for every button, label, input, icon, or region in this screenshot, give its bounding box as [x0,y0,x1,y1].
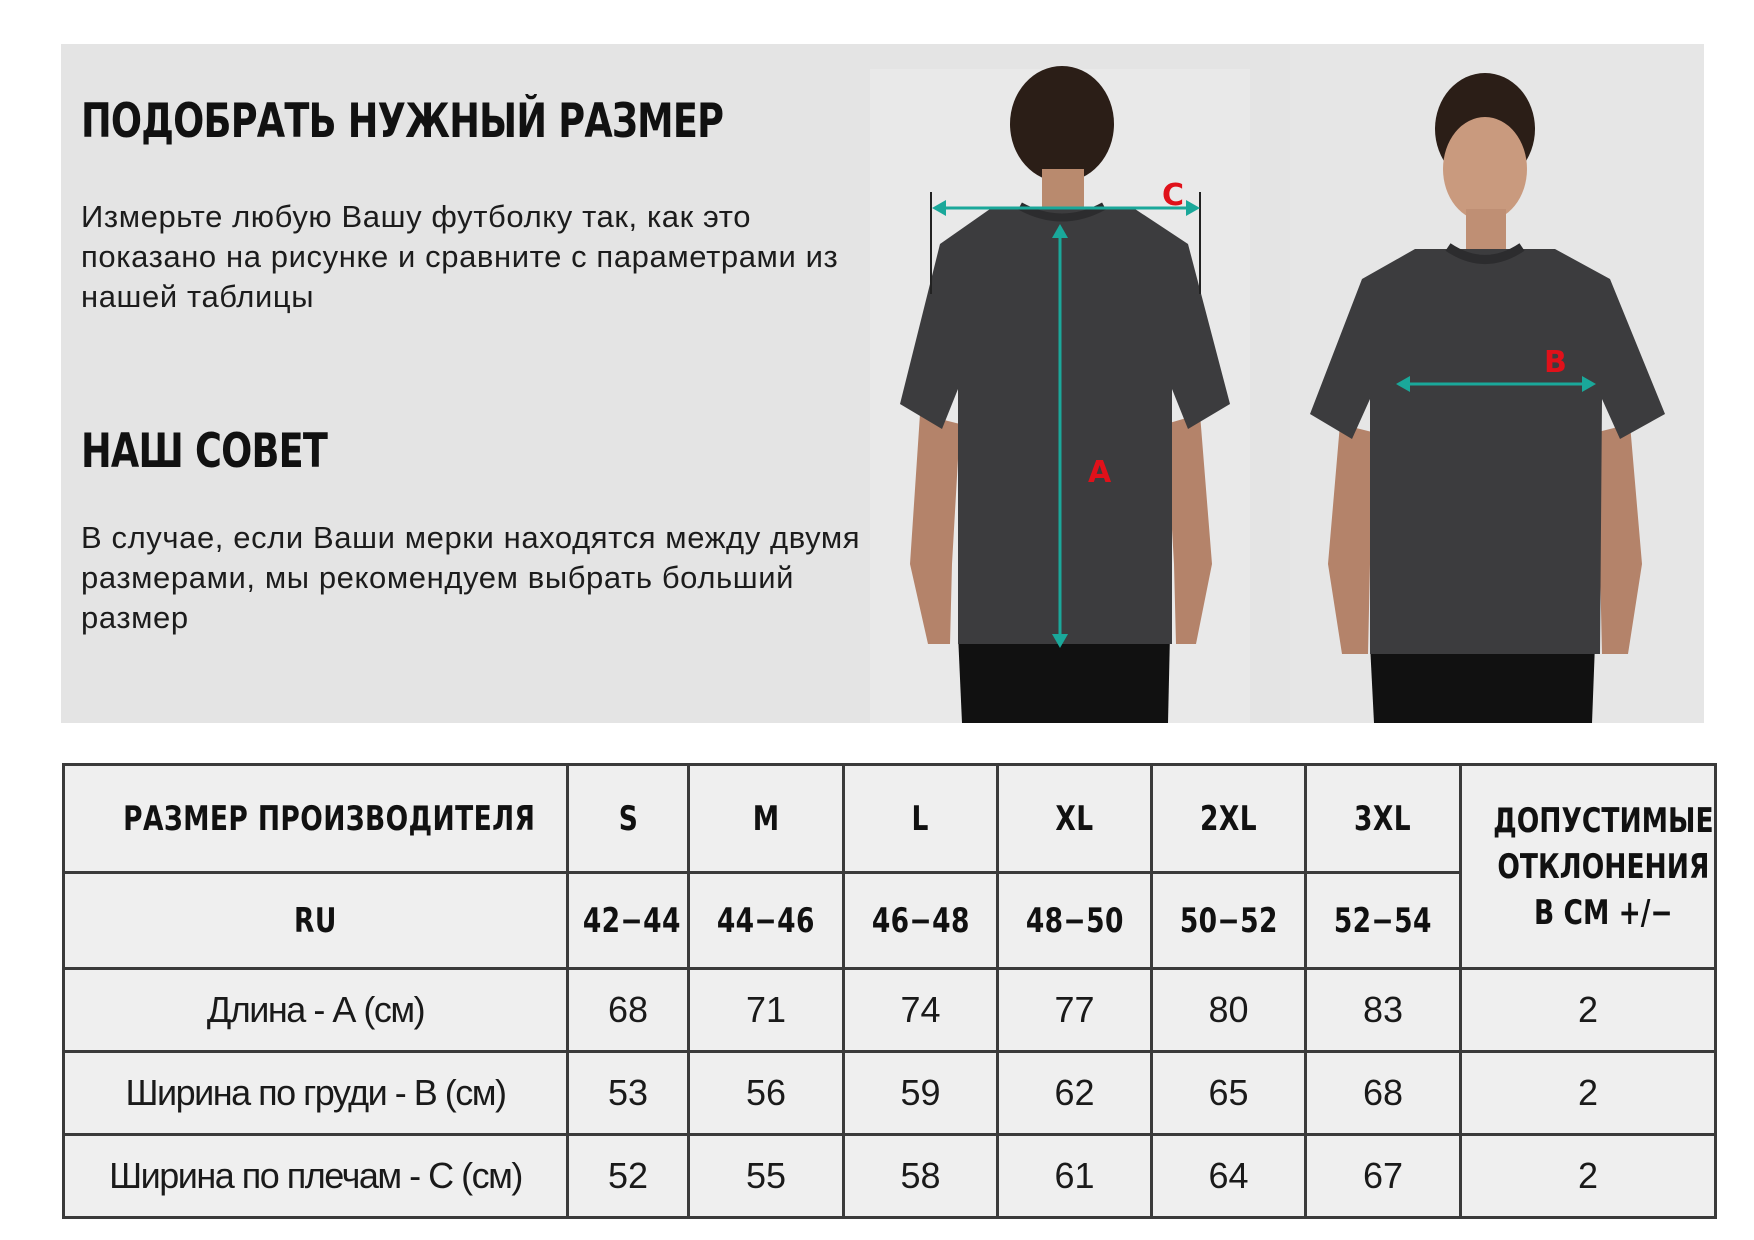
deviation-cell: 2 [1461,969,1716,1052]
size-label: L [911,798,930,839]
deviation-header-line3: В СМ +/− [1534,892,1673,933]
ru-size-label: 46−48 [871,900,970,941]
deviation-cell: 2 [1461,1052,1716,1135]
intro-text: Измерьте любую Вашу футболку так, как это показано на рисунке и сравните с параметрами из нашей таблицы [81,199,839,314]
ru-size-cell [844,873,998,969]
header-row-maker [64,765,1716,873]
deviation-cell: 2 [1461,1135,1716,1218]
ru-size-cell [998,873,1152,969]
size-cell [1306,765,1461,873]
ru-size-cell [1152,873,1306,969]
row-label: Длина - А (см) [206,989,425,1030]
size-label: XL [1055,798,1094,839]
table-row [64,969,1716,1052]
ru-size-label: 42−44 [582,900,681,941]
ru-size-cell [1306,873,1461,969]
value-cell: 62 [998,1052,1152,1135]
value-cell: 52 [568,1135,689,1218]
value-cell: 59 [844,1052,998,1135]
deviation-header-line1: ДОПУСТИМЫЕ [1493,800,1714,841]
advice-text: В случае, если Ваши мерки находятся между двумя размерами, мы рекомендуем выбрать больший размер [81,520,861,635]
value-cell: 83 [1306,969,1461,1052]
size-cell [568,765,689,873]
size-cell [844,765,998,873]
value-cell: 74 [844,969,998,1052]
size-label: S [618,798,638,839]
ru-size-label: 52−54 [1334,900,1432,941]
measure-a [1052,224,1112,648]
maker-header: РАЗМЕР ПРОИЗВОДИТЕЛЯ [123,798,536,839]
value-cell: 64 [1152,1135,1306,1218]
value-cell: 80 [1152,969,1306,1052]
size-cell [689,765,844,873]
row-label: Ширина по плечам - С (см) [109,1155,522,1196]
measure-c-label: C [1162,178,1185,213]
ru-size-cell [689,873,844,969]
deviation-header-cell [1461,765,1716,969]
size-label: 2XL [1200,798,1257,839]
value-cell: 68 [1306,1052,1461,1135]
ru-size-label: 44−46 [717,900,815,941]
table-row [64,1052,1716,1135]
deviation-header-line2: ОТКЛОНЕНИЯ [1497,846,1710,887]
row-label: Ширина по груди - В (см) [125,1072,506,1113]
value-cell: 68 [568,969,689,1052]
size-table [62,763,1717,1219]
value-cell: 61 [998,1135,1152,1218]
size-label: M [752,798,780,839]
measure-b-label: B [1544,345,1567,380]
size-cell [1152,765,1306,873]
row-label-cell [64,969,568,1052]
table-row [64,1135,1716,1218]
advice-title: НАШ СОВЕТ [81,424,328,479]
ru-header: RU [294,900,337,941]
size-cell [998,765,1152,873]
measure-a-label: A [1088,455,1112,490]
value-cell: 53 [568,1052,689,1135]
value-cell: 56 [689,1052,844,1135]
value-cell: 58 [844,1135,998,1218]
measure-b [1396,345,1596,392]
deviation-header [1493,798,1714,936]
value-cell: 67 [1306,1135,1461,1218]
ru-size-label: 50−52 [1179,900,1278,941]
ru-header-cell [64,873,568,969]
value-cell: 71 [689,969,844,1052]
row-label-cell [64,1052,568,1135]
value-cell: 55 [689,1135,844,1218]
ru-size-cell [568,873,689,969]
value-cell: 65 [1152,1052,1306,1135]
page-title: ПОДОБРАТЬ НУЖНЫЙ РАЗМЕР [81,94,724,149]
maker-header-cell [64,765,568,873]
ru-size-label: 48−50 [1025,900,1124,941]
row-label-cell [64,1135,568,1218]
value-cell: 77 [998,969,1152,1052]
size-label: 3XL [1354,798,1412,839]
